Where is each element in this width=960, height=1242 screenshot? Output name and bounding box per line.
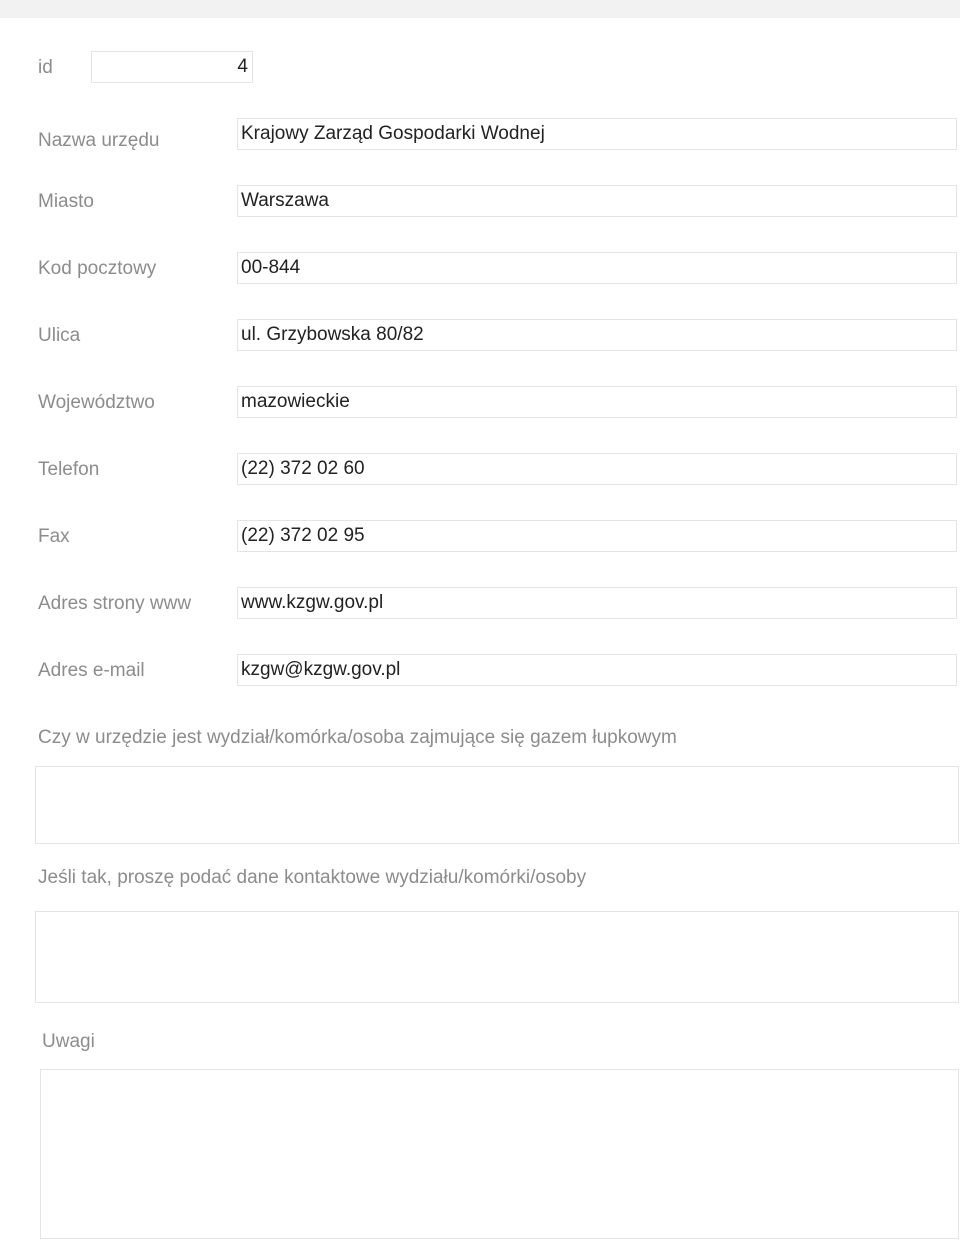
office-name-label: Nazwa urzędu: [38, 130, 160, 151]
shale-gas-question-label: Czy w urzędzie jest wydział/komórka/osoba zajmujące się gazem łupkowym: [38, 727, 677, 748]
voivodeship-label: Województwo: [38, 392, 155, 413]
email-label: Adres e-mail: [38, 660, 145, 681]
city-label: Miasto: [38, 191, 94, 212]
postal-code-field[interactable]: 00-844: [237, 252, 957, 284]
id-label: id: [38, 57, 53, 78]
postal-code-label: Kod pocztowy: [38, 258, 157, 279]
contact-answer-area[interactable]: [35, 911, 959, 1003]
city-field[interactable]: Warszawa: [237, 185, 957, 217]
website-label: Adres strony www: [38, 593, 192, 614]
phone-field[interactable]: (22) 372 02 60: [237, 453, 957, 485]
voivodeship-field[interactable]: mazowieckie: [237, 386, 957, 418]
website-field[interactable]: www.kzgw.gov.pl: [237, 587, 957, 619]
shale-gas-answer-area[interactable]: [35, 766, 959, 844]
notes-label: Uwagi: [42, 1031, 95, 1052]
id-field[interactable]: 4: [91, 51, 253, 83]
street-label: Ulica: [38, 325, 81, 346]
fax-label: Fax: [38, 526, 70, 547]
office-name-field[interactable]: Krajowy Zarząd Gospodarki Wodnej: [237, 118, 957, 150]
fax-field[interactable]: (22) 372 02 95: [237, 520, 957, 552]
notes-area[interactable]: [40, 1069, 959, 1239]
email-field[interactable]: kzgw@kzgw.gov.pl: [237, 654, 957, 686]
contact-question-label: Jeśli tak, proszę podać dane kontaktowe wydziału/komórki/osoby: [38, 867, 587, 888]
top-bar: [0, 0, 960, 18]
phone-label: Telefon: [38, 459, 100, 480]
street-field[interactable]: ul. Grzybowska 80/82: [237, 319, 957, 351]
